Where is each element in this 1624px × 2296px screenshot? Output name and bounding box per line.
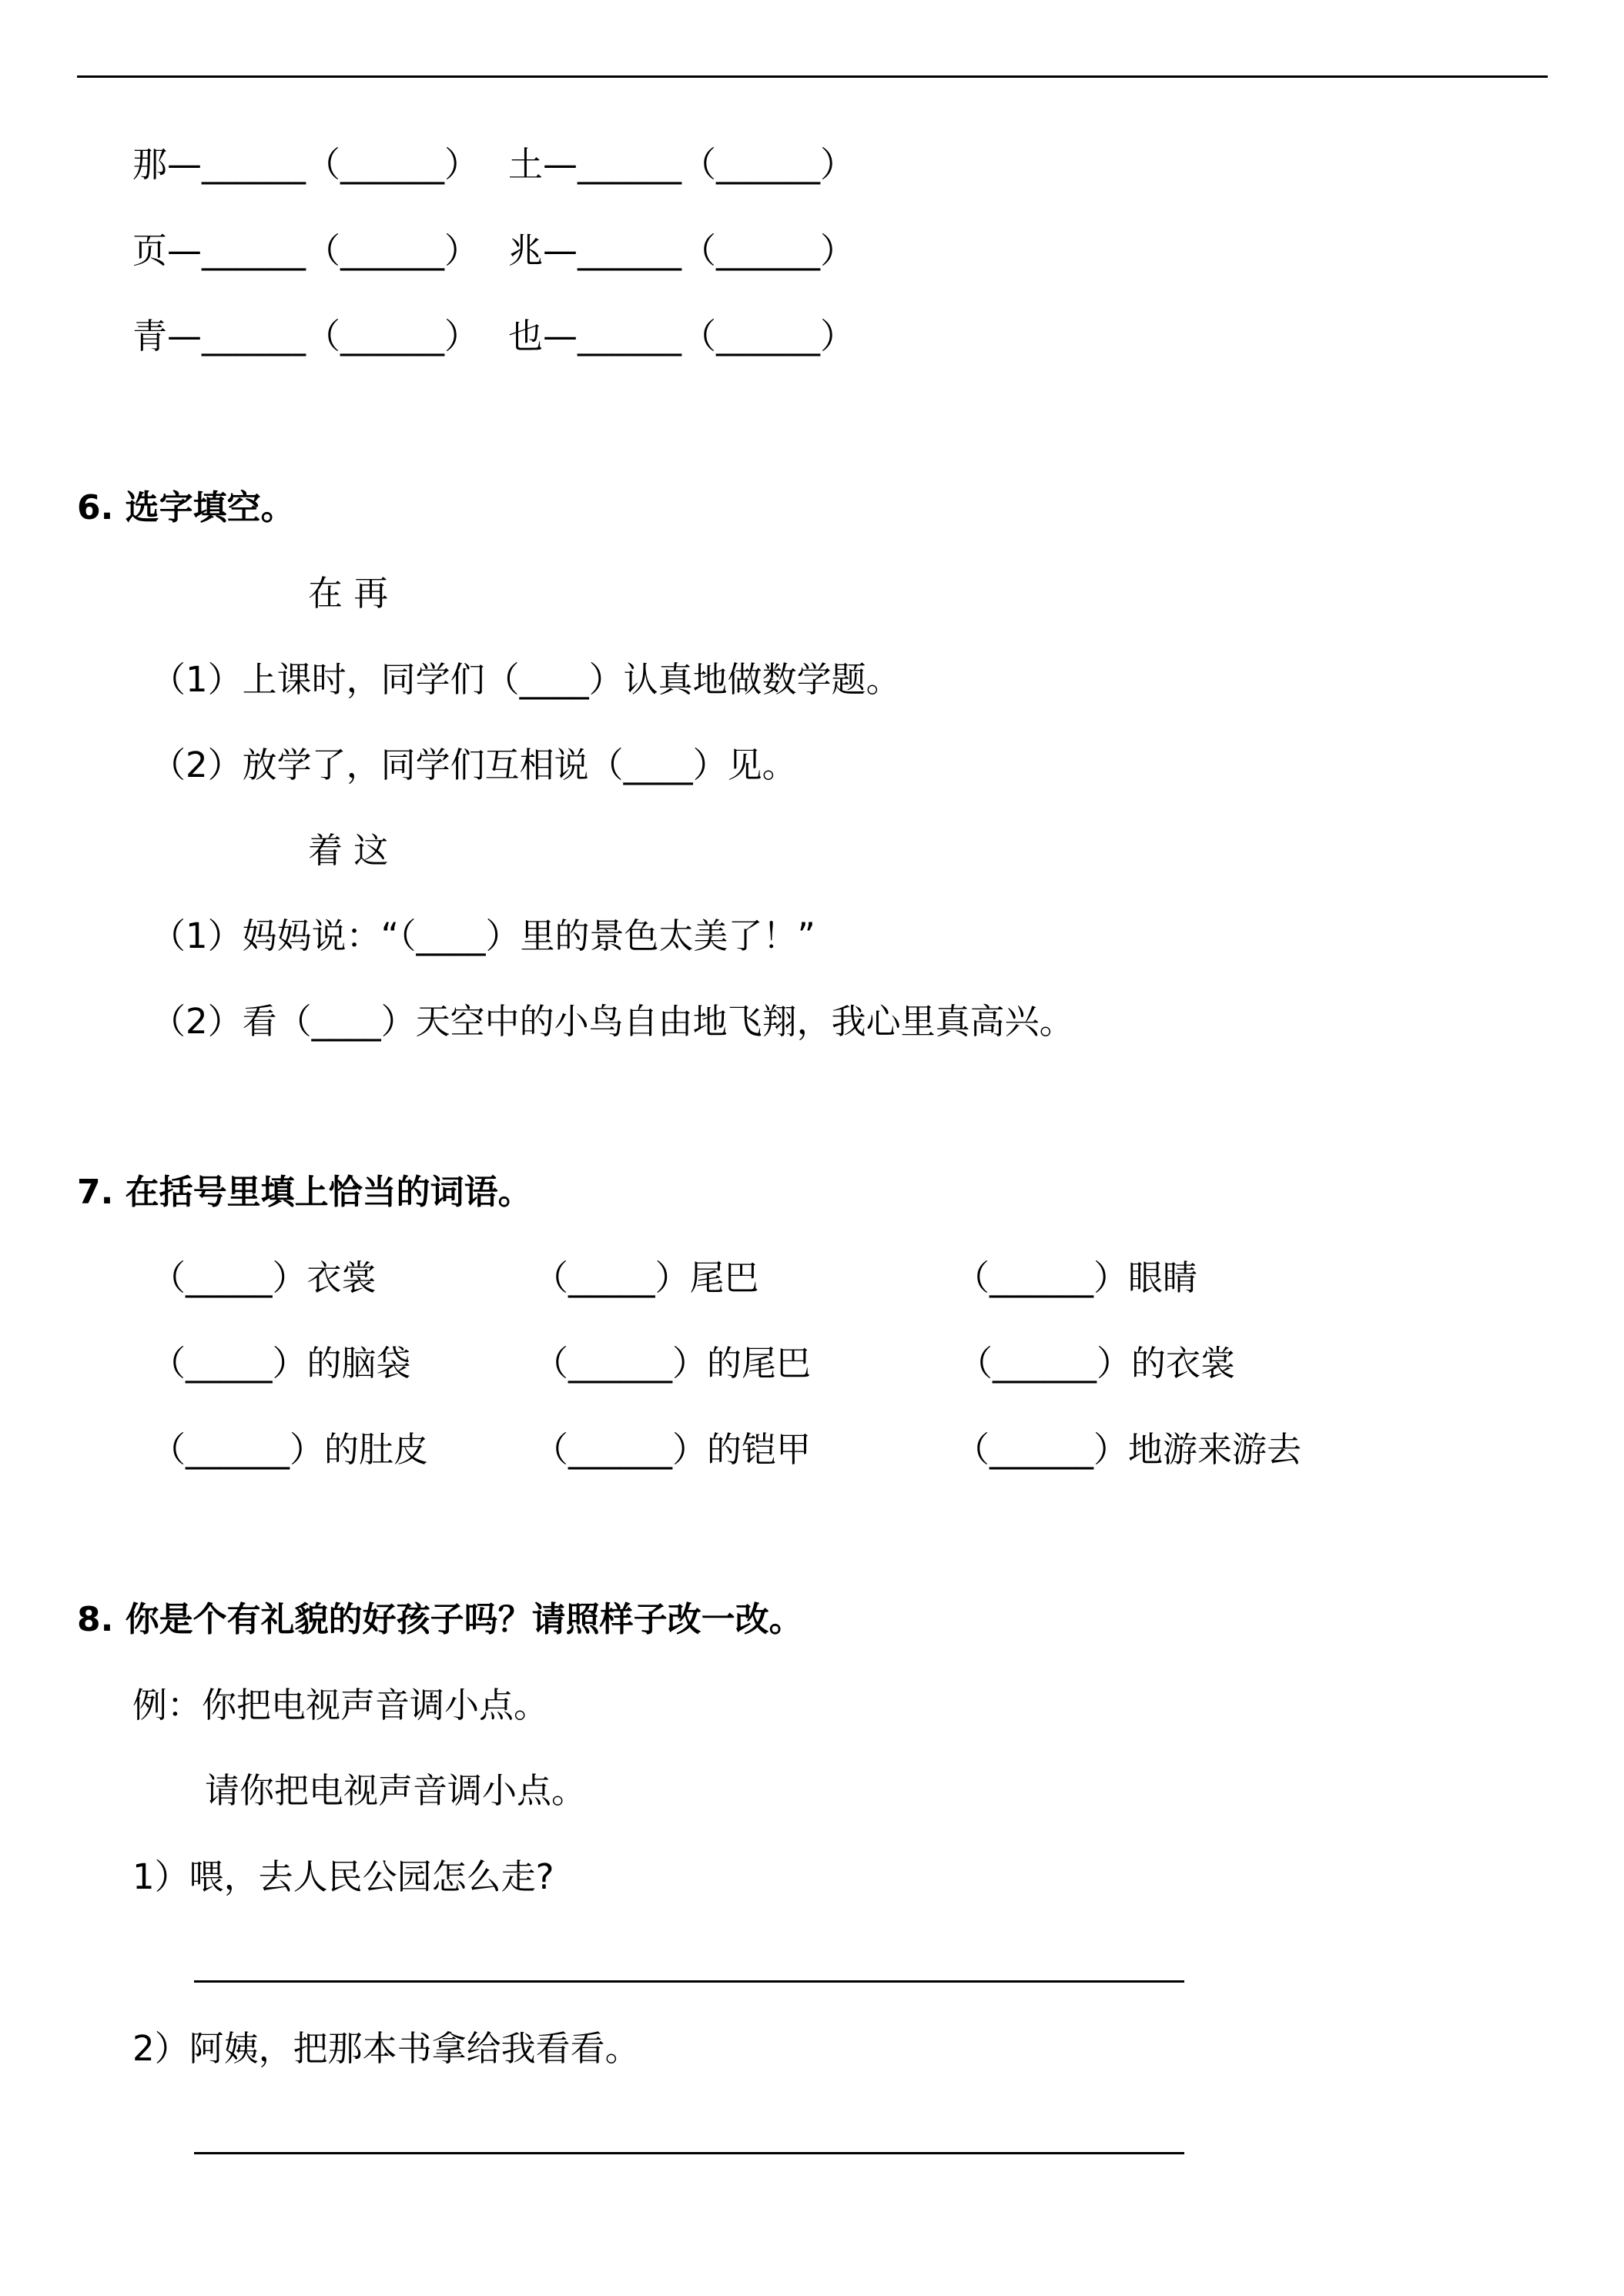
q8-title: 8. 你是个有礼貌的好孩子吗？请照样子改一改。 (77, 1600, 803, 1639)
q7-cell: （______）的铠甲 (534, 1429, 812, 1470)
char-pair-left: 页—______（______） (132, 230, 480, 271)
q8-item: 1）喂，去人民公园怎么走? (132, 1856, 554, 1897)
char-pair-right: 也—______（______） (508, 316, 856, 356)
char-pair-left: 那—______（______） (132, 144, 480, 185)
q6-item: （1）妈妈说：“（____）里的景色太美了！” (151, 915, 815, 956)
q7-cell: （_____）衣裳 (151, 1257, 377, 1298)
q6-choices: 着 这 (308, 830, 389, 871)
q7-cell: （_____）的脑袋 (151, 1343, 411, 1384)
answer-line[interactable] (194, 1980, 1184, 1983)
q7-cell: （______）地游来游去 (955, 1429, 1302, 1470)
q7-cell: （_____）尾巴 (534, 1257, 759, 1298)
q8-example-answer: 请你把电视声音调小点。 (205, 1770, 587, 1811)
q6-item: （1）上课时，同学们（____）认真地做数学题。 (151, 659, 901, 700)
q7-cell: （______）的尾巴 (534, 1343, 812, 1384)
char-pair-left: 青—______（______） (132, 316, 480, 356)
q7-cell: （______）的衣裳 (958, 1343, 1236, 1384)
q8-item: 2）阿姨，把那本书拿给我看看。 (132, 2028, 640, 2069)
q7-cell: （______）眼睛 (955, 1257, 1198, 1298)
char-pair-right: 土—______（______） (508, 144, 856, 185)
char-pair-right: 兆—______（______） (508, 230, 856, 271)
q6-item: （2）放学了，同学们互相说（____）见。 (151, 745, 797, 785)
q6-item: （2）看（____）天空中的小鸟自由地飞翔，我心里真高兴。 (151, 1001, 1074, 1042)
q7-cell: （______）的肚皮 (151, 1429, 429, 1470)
header-rule (77, 75, 1548, 78)
q8-example: 例：你把电视声音调小点。 (132, 1685, 549, 1725)
q6-title: 6. 选字填空。 (77, 488, 295, 527)
q6-choices: 在 再 (308, 573, 389, 614)
q7-title: 7. 在括号里填上恰当的词语。 (77, 1173, 532, 1212)
answer-line[interactable] (194, 2152, 1184, 2154)
